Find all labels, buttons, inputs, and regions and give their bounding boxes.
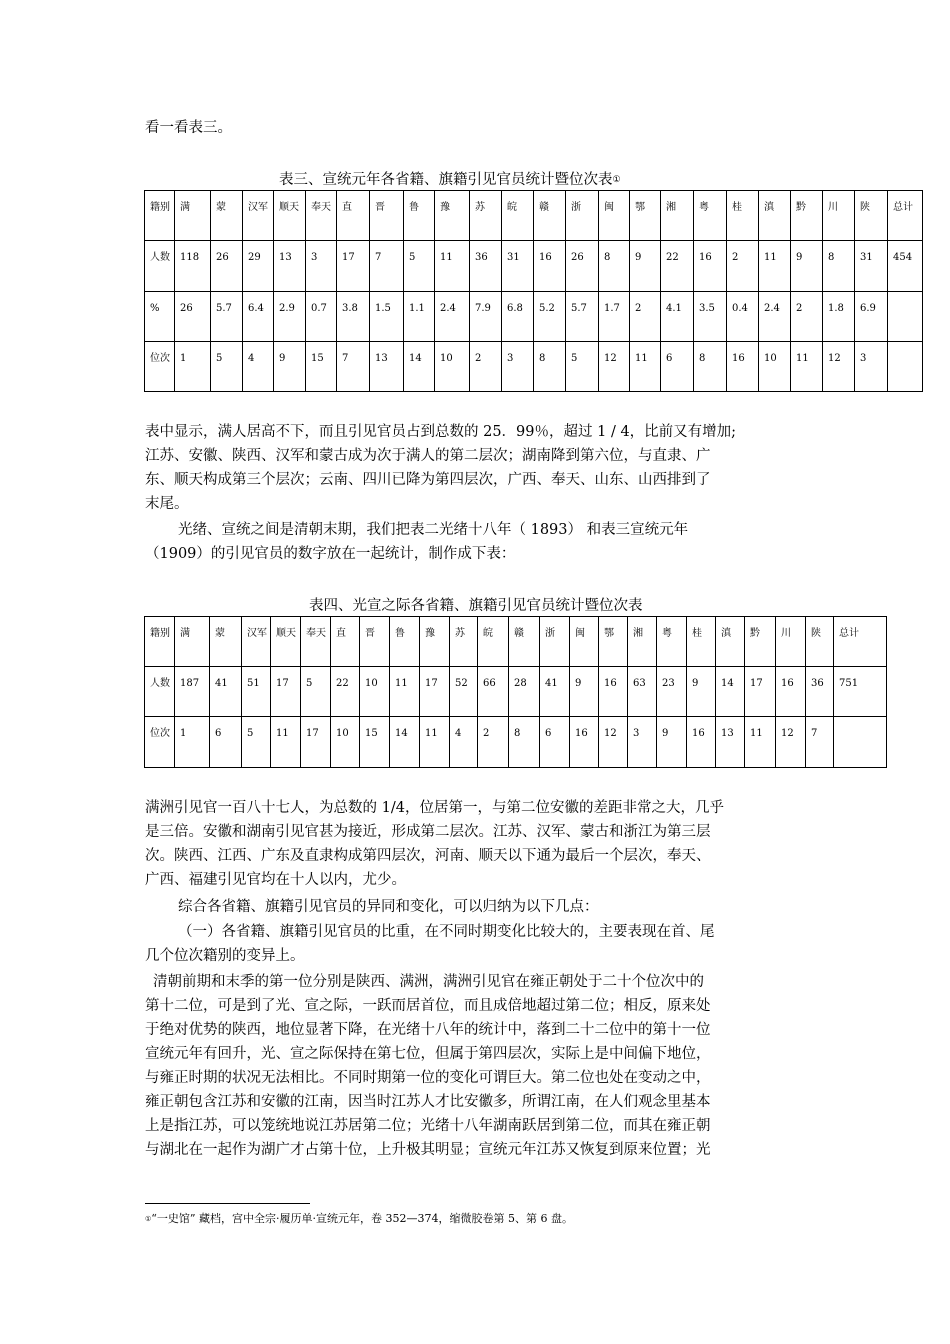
table-cell: 6.4	[243, 292, 274, 342]
table-cell: 4	[450, 717, 478, 768]
text-line: 是三倍。安徽和湖南引见官甚为接近，形成第二层次。江苏、汉军、蒙古和浙江为第三层	[145, 824, 711, 840]
table-cell: 11	[630, 342, 661, 392]
text-line: 东、顺天构成第三个层次；云南、四川已降为第四层次，广西、奉天、山东、山西排到了	[145, 472, 711, 488]
table-cell: 0.7	[306, 292, 337, 342]
table-cell: 12	[599, 717, 628, 768]
text-line: 次。陕西、江西、广东及直隶构成第四层次，河南、顺天以下通为最后一个层次，奉天、	[145, 848, 711, 864]
text-line: 江苏、安徽、陕西、汉军和蒙古成为次于满人的第二层次；湖南降到第六位，与直隶、广	[145, 448, 711, 464]
table-cell: 11	[420, 717, 450, 768]
table3-caption-text: 表三、宣统元年各省籍、旗籍引见官员统计暨位次表	[279, 172, 613, 188]
table-cell: 11	[390, 667, 420, 717]
table-cell: 11	[271, 717, 301, 768]
table-cell: 5	[301, 667, 331, 717]
table-cell: 17	[301, 717, 331, 768]
table-cell: 浙	[566, 191, 599, 241]
table-cell: 1	[175, 342, 211, 392]
table-cell: 5.7	[211, 292, 243, 342]
table-cell: 湘	[661, 191, 694, 241]
table-cell: 66	[478, 667, 509, 717]
table-cell: 17	[337, 241, 370, 292]
table-cell: 6.9	[855, 292, 888, 342]
table-row	[145, 717, 887, 768]
table-cell: 总计	[888, 191, 923, 241]
table-cell: 51	[242, 667, 271, 717]
table-cell: 3.8	[337, 292, 370, 342]
table-cell: 3	[855, 342, 888, 392]
table-cell: 川	[776, 617, 806, 667]
table-cell: 汉军	[243, 191, 274, 241]
table-cell: 滇	[759, 191, 791, 241]
table-cell: 闽	[599, 191, 630, 241]
table-cell: 9	[791, 241, 823, 292]
table4-caption: 表四、光宣之际各省籍、旗籍引见官员统计暨位次表	[309, 598, 643, 614]
table-cell: 满	[175, 191, 211, 241]
table-cell: 36	[470, 241, 502, 292]
table-cell: 8	[509, 717, 540, 768]
table-cell: 12	[599, 342, 630, 392]
table-cell: 11	[759, 241, 791, 292]
table-cell: 9	[657, 717, 687, 768]
table-cell: 顺天	[274, 191, 306, 241]
table-cell: 10	[435, 342, 470, 392]
table-cell: 晋	[370, 191, 404, 241]
table-cell: 7	[370, 241, 404, 292]
table-cell: 4	[243, 342, 274, 392]
table-cell: 1.5	[370, 292, 404, 342]
table-cell: 3	[502, 342, 534, 392]
text-line: 综合各省籍、旗籍引见官员的异同和变化，可以归纳为以下几点：	[178, 899, 599, 915]
table-cell: 6	[210, 717, 242, 768]
table-cell: 41	[210, 667, 242, 717]
table-cell: 17	[745, 667, 776, 717]
para-detail	[145, 970, 815, 1162]
table-cell: 16	[599, 667, 628, 717]
table-cell: 桂	[687, 617, 716, 667]
table-cell: 汉军	[242, 617, 271, 667]
table-cell: 52	[450, 667, 478, 717]
table-cell: 9	[630, 241, 661, 292]
table-cell: 8	[534, 342, 566, 392]
text-line: 宣统元年有回升，光、宣之际保持在第七位，但属于第四层次，实际上是中间偏下地位，	[145, 1046, 711, 1062]
table-cell: 鄂	[599, 617, 628, 667]
table-cell: 9	[274, 342, 306, 392]
text-line: 第十二位，可是到了光、宣之际，一跃而居首位，而且成倍地超过第二位；相反，原来处	[145, 998, 711, 1014]
table-cell: 187	[175, 667, 210, 717]
table-cell: 11	[745, 717, 776, 768]
footnote-mark: ①	[145, 1215, 152, 1223]
table-cell: 陕	[806, 617, 834, 667]
table-cell: 751	[834, 667, 887, 717]
table-cell: 15	[360, 717, 390, 768]
table-cell: 粤	[657, 617, 687, 667]
table-cell: 0.4	[727, 292, 759, 342]
table-cell: 29	[243, 241, 274, 292]
table-cell: 闽	[570, 617, 599, 667]
table-cell: 皖	[502, 191, 534, 241]
table-cell: 人数	[145, 667, 175, 717]
text-line: 与湖北在一起作为湖广才占第十位，上升极其明显；宣统元年江苏又恢复到原来位置；光	[145, 1142, 711, 1158]
table-cell: 17	[420, 667, 450, 717]
table-cell: 16	[534, 241, 566, 292]
table-cell: 17	[271, 667, 301, 717]
text-line: 上是指江苏，可以笼统地说江苏居第二位；光绪十八年湖南跃居到第二位，而其在雍正朝	[145, 1118, 711, 1134]
table-row	[145, 292, 923, 342]
table-cell: 5.7	[566, 292, 599, 342]
table-cell: 14	[716, 667, 745, 717]
table-cell: 22	[661, 241, 694, 292]
table3	[144, 190, 923, 392]
para-point-one	[145, 920, 815, 968]
table-cell: 26	[211, 241, 243, 292]
text-line: 末尾。	[145, 496, 189, 512]
text-line: 几个位次籍别的变异上。	[145, 948, 305, 964]
table-cell: 7	[337, 342, 370, 392]
table-cell: 奉天	[306, 191, 337, 241]
text-line: 满洲引见官一百八十七人，为总数的 1/4，位居第一，与第二位安徽的差距非常之大，几乎	[145, 800, 724, 816]
table-cell: 10	[360, 667, 390, 717]
table-cell: 8	[694, 342, 727, 392]
table-cell: 13	[370, 342, 404, 392]
table-cell: 5	[211, 342, 243, 392]
table-cell: 鄂	[630, 191, 661, 241]
table-row	[145, 241, 923, 292]
table-cell: 晋	[360, 617, 390, 667]
para-table4-intro	[145, 518, 815, 566]
para-table3-analysis	[145, 420, 815, 516]
table-row	[145, 342, 923, 392]
text-line: （1909）的引见官员的数字放在一起统计，制作成下表：	[145, 546, 516, 562]
table-cell: 黔	[745, 617, 776, 667]
table-cell: 赣	[509, 617, 540, 667]
table-cell: 豫	[420, 617, 450, 667]
table-cell: 14	[404, 342, 435, 392]
table-cell: 14	[390, 717, 420, 768]
table-cell: 豫	[435, 191, 470, 241]
footnote	[145, 1211, 573, 1227]
table-cell: 9	[687, 667, 716, 717]
table-cell: 22	[331, 667, 360, 717]
table-cell: 4.1	[661, 292, 694, 342]
table-cell: 10	[331, 717, 360, 768]
para-table4-analysis	[145, 796, 815, 892]
table-cell: 11	[435, 241, 470, 292]
table-cell: 118	[175, 241, 211, 292]
footnote-ref[interactable]: ①	[612, 175, 621, 185]
table-cell: 1.8	[823, 292, 855, 342]
table-cell: 2	[727, 241, 759, 292]
table-cell: 2.9	[274, 292, 306, 342]
table-cell: 15	[306, 342, 337, 392]
intro-text: 看一看表三。	[145, 120, 232, 136]
table-cell: %	[145, 292, 175, 342]
table-cell: 6	[540, 717, 570, 768]
table-cell: 赣	[534, 191, 566, 241]
table-cell: 12	[823, 342, 855, 392]
table-cell: 9	[570, 667, 599, 717]
table-cell: 13	[274, 241, 306, 292]
table-cell: 蒙	[210, 617, 242, 667]
text-line: 雍正朝包含江苏和安徽的江南，因当时江苏人才比安徽多，所谓江南，在人们观念里基本	[145, 1094, 711, 1110]
table-cell: 3	[628, 717, 657, 768]
table-cell: 陕	[855, 191, 888, 241]
table-cell: 蒙	[211, 191, 243, 241]
table-cell: 1	[175, 717, 210, 768]
footnote-text: “一史馆” 藏档，宫中全宗·履历单·宣统元年，卷 352—374，缩微胶卷第 5、第 6 盘。	[151, 1212, 573, 1225]
footnote-divider	[145, 1203, 310, 1204]
table-cell: 23	[657, 667, 687, 717]
text-line: 与雍正时期的状况无法相比。不同时期第一位的变化可谓巨大。第二位也处在变动之中，	[145, 1070, 711, 1086]
text-line: 于绝对优势的陕西，地位显著下降，在光绪十八年的统计中，落到二十二位中的第十一位	[145, 1022, 711, 1038]
table-cell: 36	[806, 667, 834, 717]
table-cell: 直	[331, 617, 360, 667]
text-line: 表中显示，满人居高不下，而且引见官员占到总数的 25．99％，超过 1 / 4，比前又有增加;	[145, 424, 737, 440]
table-cell: 滇	[716, 617, 745, 667]
table-cell: 454	[888, 241, 923, 292]
text-line: 光绪、宣统之间是清朝末期，我们把表二光绪十八年（ 1893） 和表三宣统元年	[178, 522, 689, 538]
table-cell: 5	[566, 342, 599, 392]
table-header-row	[145, 191, 923, 241]
table-cell: 8	[599, 241, 630, 292]
table-cell: 8	[823, 241, 855, 292]
text-line: （一）各省籍、旗籍引见官员的比重，在不同时期变化比较大的，主要表现在首、尾	[178, 924, 715, 940]
table-cell: 满	[175, 617, 210, 667]
table-cell: 1.7	[599, 292, 630, 342]
table-cell: 6.8	[502, 292, 534, 342]
text-line: 清朝前期和末季的第一位分别是陕西、满洲，满洲引见官在雍正朝处于二十个位次中的	[153, 974, 704, 990]
table-cell: 黔	[791, 191, 823, 241]
table-cell: 26	[566, 241, 599, 292]
table-cell: 人数	[145, 241, 175, 292]
table-cell: 2	[470, 342, 502, 392]
table-cell: 鲁	[390, 617, 420, 667]
table-cell: 41	[540, 667, 570, 717]
table-cell: 7.9	[470, 292, 502, 342]
table-cell: 7	[806, 717, 834, 768]
table-cell: 2.4	[435, 292, 470, 342]
table-cell: 10	[759, 342, 791, 392]
table-cell: 16	[776, 667, 806, 717]
table-cell: 桂	[727, 191, 759, 241]
table-cell: 顺天	[271, 617, 301, 667]
table-cell: 籍别	[145, 617, 175, 667]
para-summary-intro	[145, 895, 815, 919]
table-cell: 2	[630, 292, 661, 342]
table-cell: 3.5	[694, 292, 727, 342]
table-cell: 籍别	[145, 191, 175, 241]
table-cell: 2	[478, 717, 509, 768]
table-cell: 28	[509, 667, 540, 717]
table-cell: 12	[776, 717, 806, 768]
table-cell: 粤	[694, 191, 727, 241]
table-cell: 16	[694, 241, 727, 292]
table-cell: 1.1	[404, 292, 435, 342]
table-cell: 苏	[450, 617, 478, 667]
table4	[144, 616, 887, 768]
table-cell: 5.2	[534, 292, 566, 342]
table-cell: 总计	[834, 617, 887, 667]
table-header-row	[145, 617, 887, 667]
table-cell: 5	[242, 717, 271, 768]
table-cell: 16	[570, 717, 599, 768]
table-cell	[888, 292, 923, 342]
table-row	[145, 667, 887, 717]
table-cell	[888, 342, 923, 392]
text-line: 广西、福建引见官均在十人以内，尤少。	[145, 872, 406, 888]
table-cell: 26	[175, 292, 211, 342]
table3-caption	[279, 170, 621, 190]
table-cell: 苏	[470, 191, 502, 241]
table-cell: 鲁	[404, 191, 435, 241]
table-cell: 浙	[540, 617, 570, 667]
table-cell: 11	[791, 342, 823, 392]
table-cell: 5	[404, 241, 435, 292]
table-cell: 31	[502, 241, 534, 292]
table-cell: 奉天	[301, 617, 331, 667]
table-cell: 63	[628, 667, 657, 717]
table-cell: 13	[716, 717, 745, 768]
table-cell: 6	[661, 342, 694, 392]
table-cell: 16	[727, 342, 759, 392]
table-cell: 2	[791, 292, 823, 342]
table-cell: 湘	[628, 617, 657, 667]
table-cell: 31	[855, 241, 888, 292]
table-cell: 16	[687, 717, 716, 768]
table-cell: 3	[306, 241, 337, 292]
table-cell	[834, 717, 887, 768]
table-cell: 位次	[145, 342, 175, 392]
table-cell: 位次	[145, 717, 175, 768]
table-cell: 皖	[478, 617, 509, 667]
table-cell: 直	[337, 191, 370, 241]
table-cell: 川	[823, 191, 855, 241]
table-cell: 2.4	[759, 292, 791, 342]
